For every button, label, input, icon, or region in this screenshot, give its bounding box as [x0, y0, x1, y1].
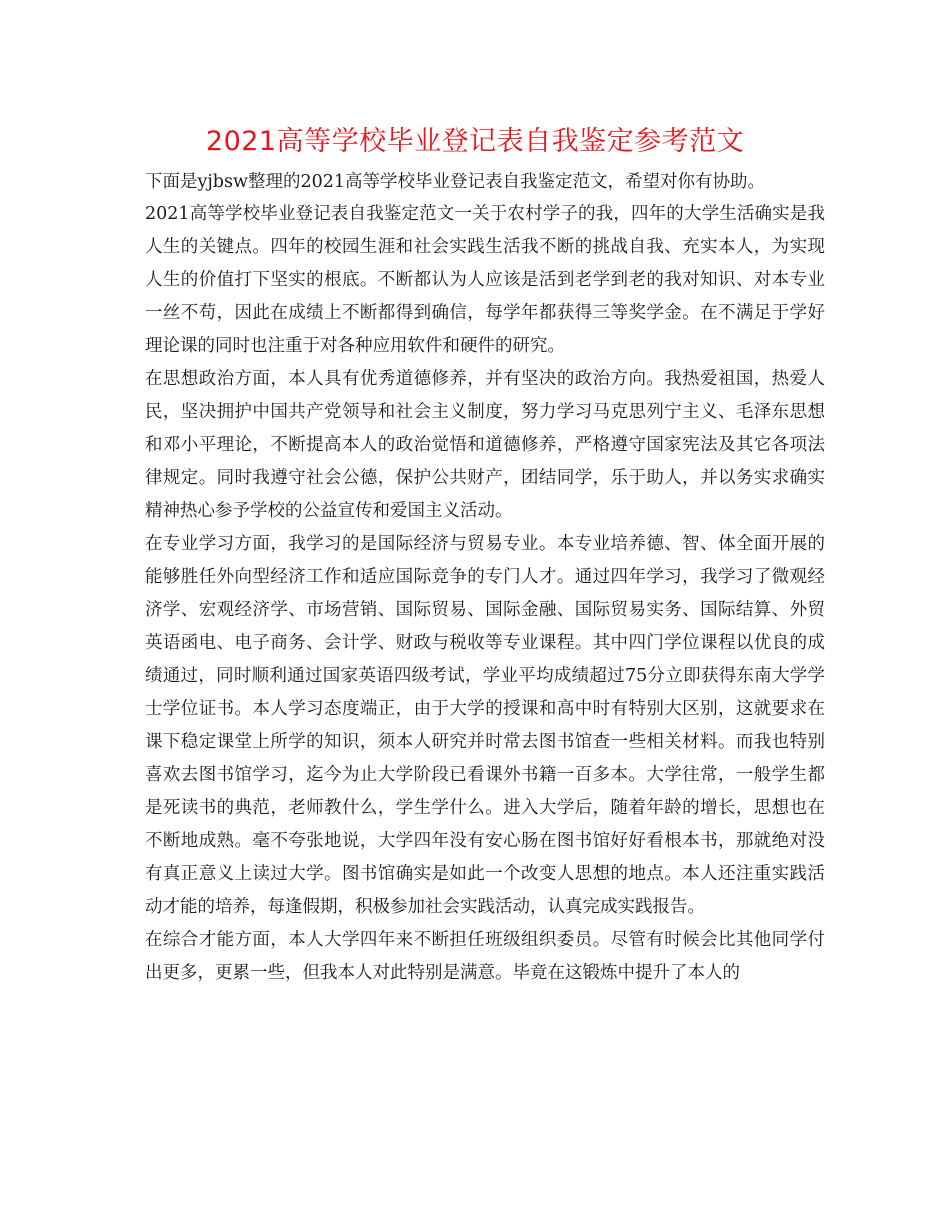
paragraph-political: 在思想政治方面，本人具有优秀道德修养，并有坚决的政治方向。我热爱祖国，热爱人民，坚决拥护中国共产党领导和社会主义制度，努力学习马克思列宁主义、毛泽东思想和邓小平理论，不断提高本人的政治觉悟和道德修养，严格遵守国家宪法及其它各项法律规定。同时我遵守社会公德，保护公共财产，团结同学，乐于助人，并以务实求确实精神热心参予学校的公益宣传和爱国主义活动。: [145, 369, 825, 521]
document-body: [145, 166, 825, 990]
paragraph-overview: 2021高等学校毕业登记表自我鉴定范文一关于农村学子的我，四年的大学生活确实是我人生的关键点。四年的校园生涯和社会实践生活我不断的挑战自我、充实本人，为实现人生的价值打下坚实的根底。不断都认为人应该是活到老学到老的我对知识、对本专业一丝不苟，因此在成绩上不断都得到确信，每学年都获得三等奖学金。在不满足于学好理论课的同时也注重于对各种应用软件和硬件的研究。: [145, 204, 825, 356]
paragraph-intro: 下面是yjbsw整理的2021高等学校毕业登记表自我鉴定范文，希望对你有协助。: [145, 172, 766, 192]
paragraph-study: 在专业学习方面，我学习的是国际经济与贸易专业。本专业培养德、智、体全面开展的能够胜任外向型经济工作和适应国际竞争的专门人才。通过四年学习，我学习了微观经济学、宏观经济学、市场营销、国际贸易、国际金融、国际贸易实务、国际结算、外贸英语函电、电子商务、会计学、财政与税收等专业课程。其中四门学位课程以优良的成绩通过，同时顺利通过国家英语四级考试，学业平均成绩超过75分立即获得东南大学学士学位证书。本人学习态度端正，由于大学的授课和高中时有特别大区别，这就要求在课下稳定课堂上所学的知识，须本人研究并时常去图书馆查一些相关材料。而我也特别喜欢去图书馆学习，迄今为止大学阶段已看课外书籍一百多本。大学往常，一般学生都是死读书的典范，老师教什么，学生学什么。进入大学后，随着年龄的增长，思想也在不断地成熟。毫不夸张地说，大学四年没有安心肠在图书馆好好看根本书，那就绝对没有真正意义上读过大学。图书馆确实是如此一个改变人思想的地点。本人还注重实践活动才能的培养，每逢假期，积极参加社会实践活动，认真完成实践报告。: [145, 534, 825, 917]
document-title: 2021高等学校毕业登记表自我鉴定参考范文: [205, 126, 745, 157]
paragraph-abilities: 在综合才能方面，本人大学四年来不断担任班级组织委员。尽管有时候会比其他同学付出更多，更累一些，但我本人对此特别是满意。毕竟在这锻炼中提升了本人的: [145, 930, 825, 983]
